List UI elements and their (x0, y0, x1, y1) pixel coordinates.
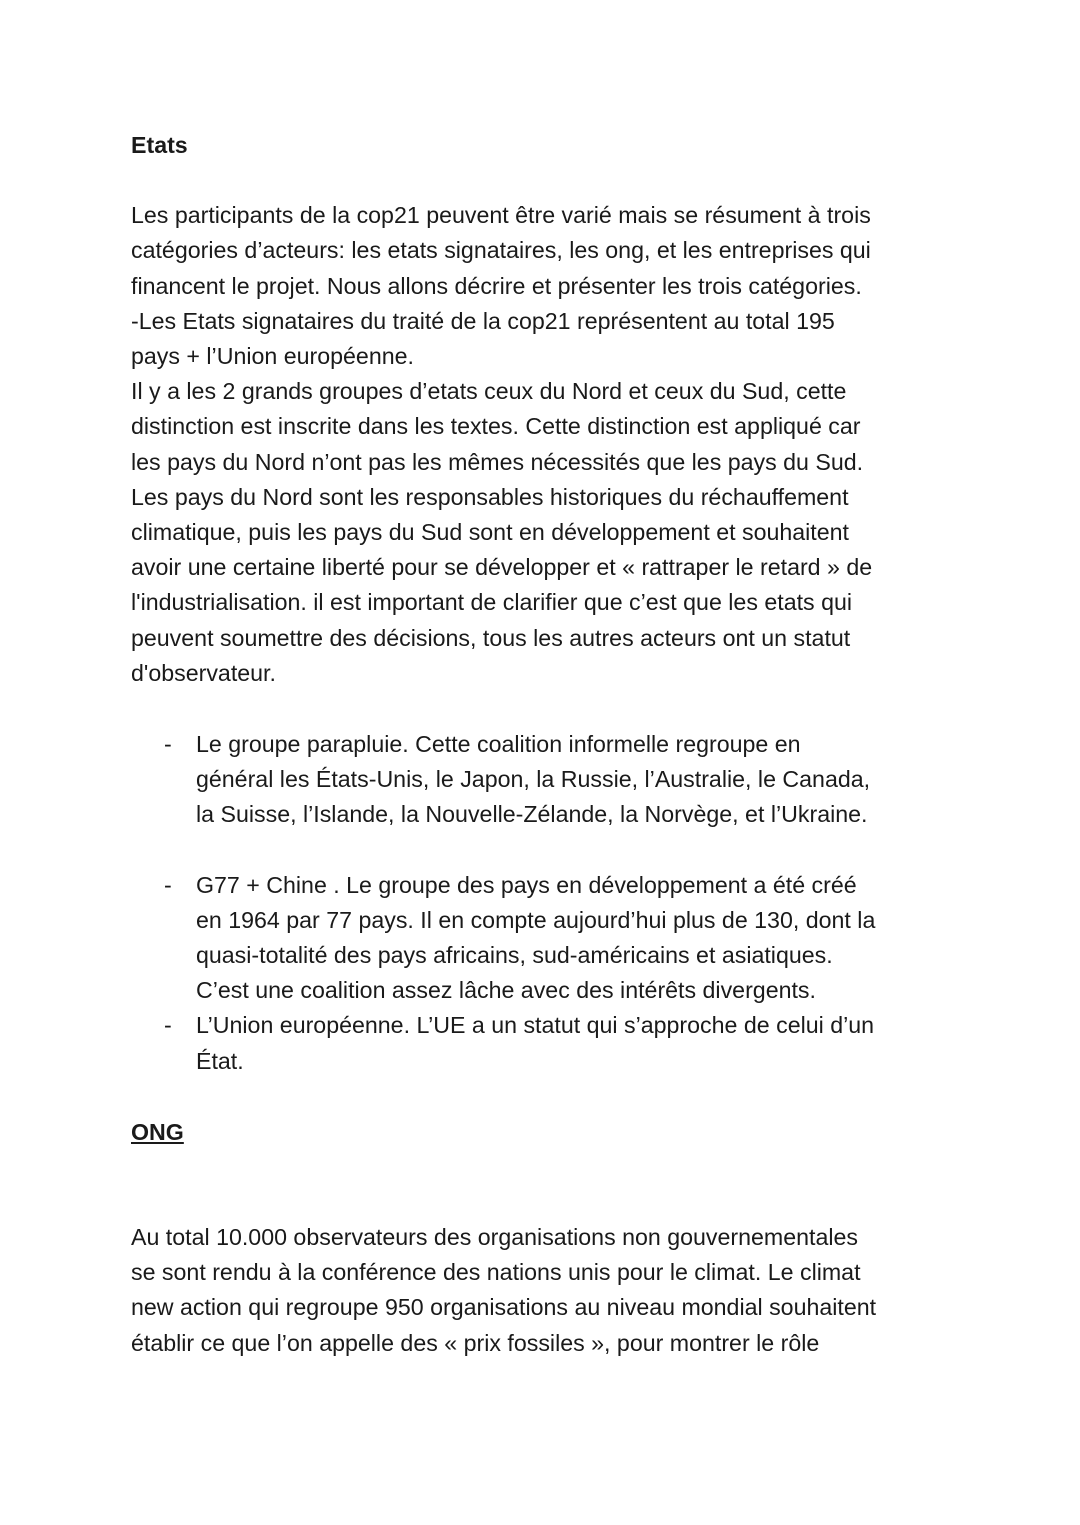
list-item-groupe-parapluie (131, 727, 961, 833)
list-item-line: C’est une coalition assez lâche avec des intérêts divergents. (196, 977, 816, 1004)
bullet-dash: - (164, 731, 172, 758)
section-heading-ong: ONG (131, 1118, 184, 1145)
section-heading-etats: Etats (131, 132, 188, 158)
etats-intro-paragraph (131, 198, 961, 691)
list-item-line: État. (196, 1047, 244, 1074)
bullet-dash: - (164, 1012, 172, 1039)
paragraph-line: établir ce que l’on appelle des « prix fossiles », pour montrer le rôle (131, 1329, 820, 1356)
paragraph-line: catégories d’acteurs: les etats signataires, les ong, et les entreprises qui (131, 237, 871, 264)
list-item-line: quasi-totalité des pays africains, sud-américains et asiatiques. (196, 942, 833, 969)
list-item-line: général les États-Unis, le Japon, la Russie, l’Australie, le Canada, (196, 766, 871, 793)
paragraph-line: Il y a les 2 grands groupes d’etats ceux du Nord et ceux du Sud, cette (131, 378, 847, 405)
list-item-line: Le groupe parapluie. Cette coalition informelle regroupe en (196, 731, 801, 758)
paragraph-line: peuvent soumettre des décisions, tous les autres acteurs ont un statut (131, 624, 851, 651)
document-page (131, 128, 961, 1361)
paragraph-line: climatique, puis les pays du Sud sont en développement et souhaitent (131, 519, 849, 546)
paragraph-line: Au total 10.000 observateurs des organisations non gouvernementales (131, 1224, 859, 1251)
paragraph-line: pays + l’Union européenne. (131, 343, 414, 370)
country-groups-list (131, 727, 961, 1079)
paragraph-line: Les participants de la cop21 peuvent être varié mais se résument à trois (131, 202, 871, 229)
paragraph-line: -Les Etats signataires du traité de la cop21 représentent au total 195 (131, 307, 835, 334)
list-item-line: en 1964 par 77 pays. Il en compte aujourd’hui plus de 130, dont la (196, 906, 876, 933)
paragraph-line: Les pays du Nord sont les responsables historiques du réchauffement (131, 483, 849, 510)
paragraph-line: d'observateur. (131, 659, 276, 686)
list-item-line: L’Union européenne. L’UE a un statut qui s’approche de celui d’un (196, 1012, 875, 1039)
paragraph-line: l'industrialisation. il est important de clarifier que c’est que les etats qui (131, 589, 853, 616)
paragraph-line: avoir une certaine liberté pour se développer et « rattraper le retard » de (131, 554, 873, 581)
list-item-line: la Suisse, l’Islande, la Nouvelle-Zélande, la Norvège, et l’Ukraine. (196, 801, 868, 828)
list-item-g77-chine (131, 868, 961, 1009)
ong-intro-paragraph (131, 1220, 961, 1361)
list-item-line: G77 + Chine . Le groupe des pays en développement a été créé (196, 871, 857, 898)
list-item-union-europeenne (131, 1008, 961, 1078)
paragraph-line: les pays du Nord n’ont pas les mêmes nécessités que les pays du Sud. (131, 448, 864, 475)
paragraph-line: financent le projet. Nous allons décrire et présenter les trois catégories. (131, 272, 862, 299)
paragraph-line: se sont rendu à la conférence des nations unis pour le climat. Le climat (131, 1259, 861, 1286)
paragraph-line: distinction est inscrite dans les textes. Cette distinction est appliqué car (131, 413, 861, 440)
bullet-dash: - (164, 871, 172, 898)
paragraph-line: new action qui regroupe 950 organisations au niveau mondial souhaitent (131, 1294, 877, 1321)
